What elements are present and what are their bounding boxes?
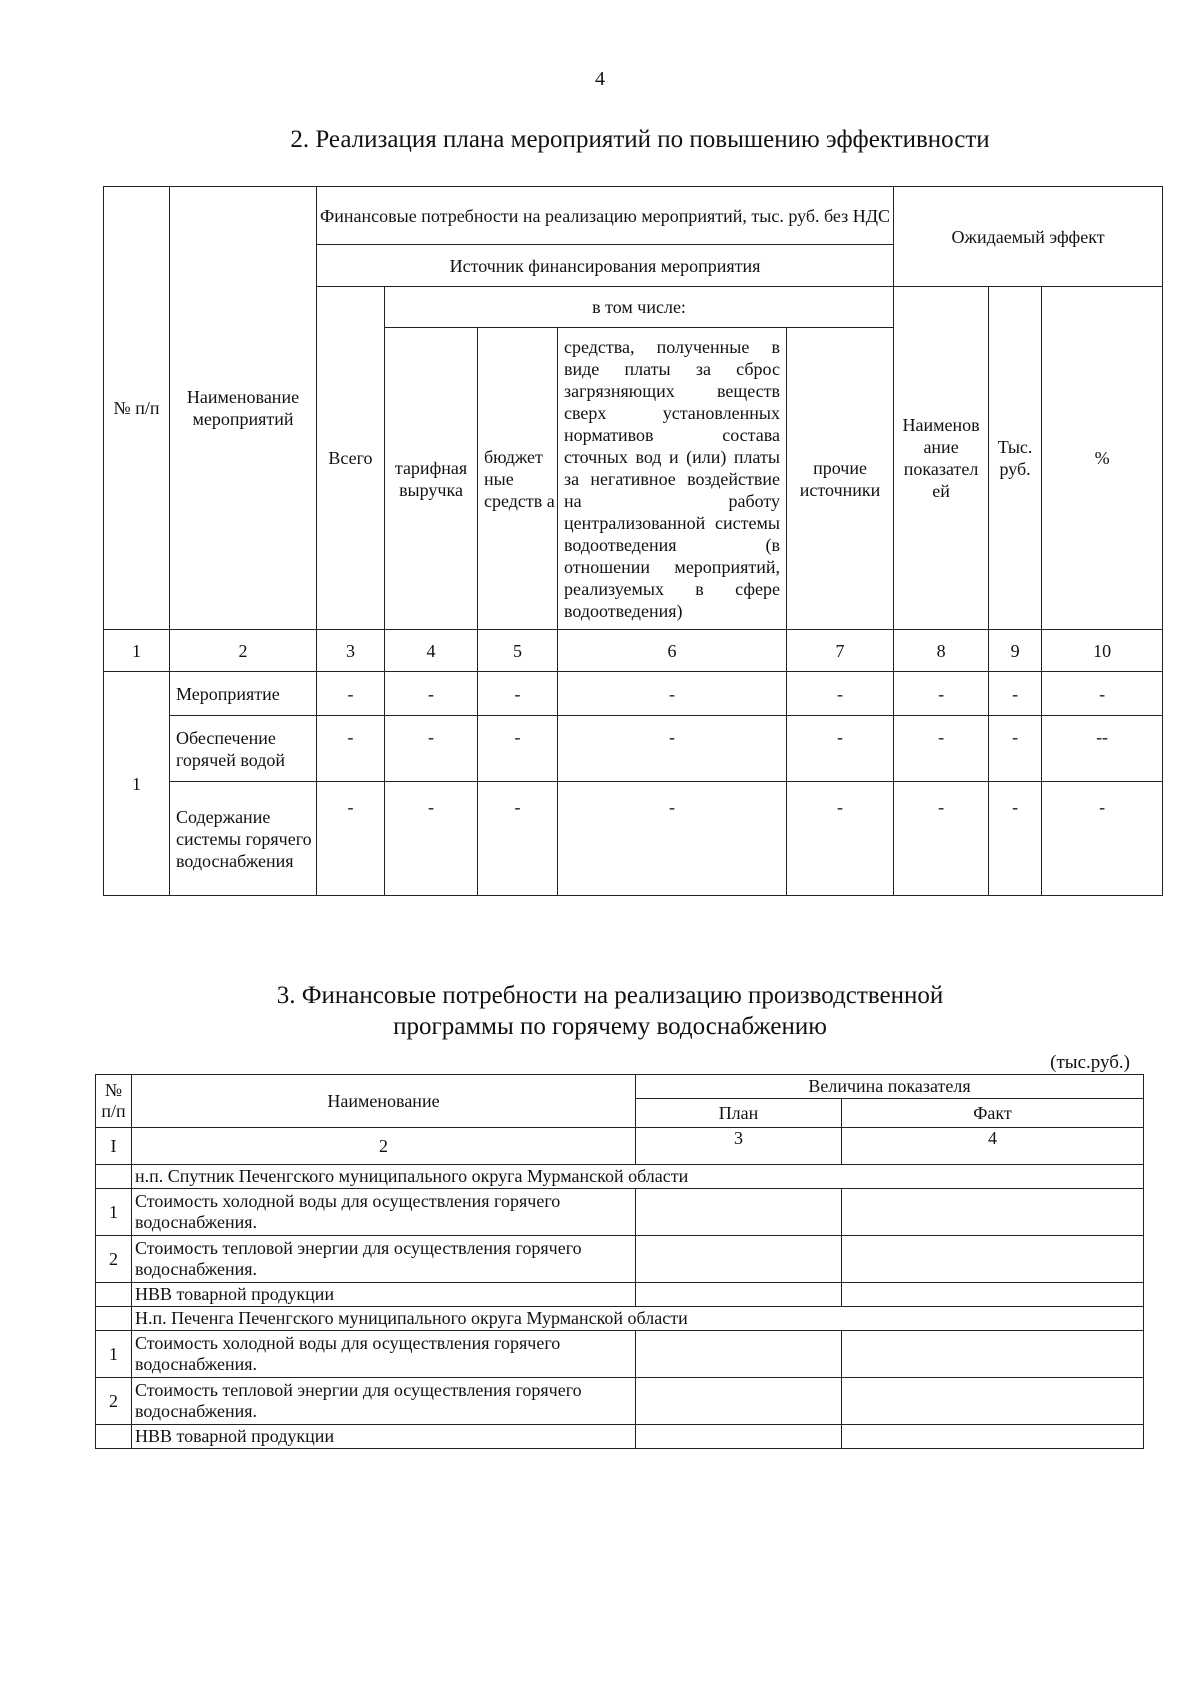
header-num: № п/п <box>96 1075 132 1128</box>
efficiency-plan-table <box>103 186 1163 896</box>
page-number: 4 <box>595 68 605 90</box>
header-fin-needs: Финансовые потребности на реализацию мероприятий, тыс. руб. без НДС <box>317 187 894 245</box>
table-row <box>96 1378 1144 1425</box>
cell-value: -- <box>1042 716 1163 782</box>
section-2-title: 2. Реализация плана мероприятий по повышению эффективности <box>290 126 990 153</box>
header-other-sources: прочие источники <box>787 328 894 630</box>
cell-value: - <box>1042 672 1163 716</box>
cell-value: - <box>558 782 787 896</box>
header-indicator: Наименов ание показател ей <box>894 287 989 630</box>
group-number: 1 <box>104 672 170 896</box>
section-3-title-line-2: программы по горячему водоснабжению <box>393 1013 827 1040</box>
row-name: НВВ товарной продукции <box>132 1283 636 1307</box>
table-row <box>96 1236 1144 1283</box>
header-percent: % <box>1042 287 1163 630</box>
cell-fact <box>842 1425 1144 1449</box>
table-row <box>96 1189 1144 1236</box>
group-num-cell <box>96 1165 132 1189</box>
group-title: Н.п. Печенга Печенгского муниципального округа Мурманской области <box>132 1307 1144 1331</box>
cell-value: - <box>989 782 1042 896</box>
header-including: в том числе: <box>385 287 894 328</box>
cell-value: - <box>894 782 989 896</box>
cell-value: - <box>478 782 558 896</box>
group-title: н.п. Спутник Печенгского муниципального округа Мурманской области <box>132 1165 1144 1189</box>
row-name: Стоимость тепловой энергии для осуществления горячего водоснабжения. <box>132 1236 636 1283</box>
financial-needs-table <box>95 1074 1144 1449</box>
table-row <box>104 672 1163 716</box>
group-row <box>96 1307 1144 1331</box>
header-expected-effect: Ожидаемый эффект <box>894 187 1163 287</box>
cell-fact <box>842 1378 1144 1425</box>
row-name: Стоимость холодной воды для осуществления горячего водоснабжения. <box>132 1331 636 1378</box>
row-name: Содержание системы горячего водоснабжения <box>170 782 317 896</box>
cell-plan <box>636 1331 842 1378</box>
cell-plan <box>636 1378 842 1425</box>
table-row <box>96 1425 1144 1449</box>
column-number: 6 <box>558 630 787 672</box>
header-thousand-rub: Тыс. руб. <box>989 287 1042 630</box>
header-budget: бюджет ные средств а <box>478 328 558 630</box>
table-row <box>104 782 1163 896</box>
column-number: 5 <box>478 630 558 672</box>
column-number: 9 <box>989 630 1042 672</box>
row-number: 1 <box>96 1331 132 1378</box>
cell-value: - <box>787 716 894 782</box>
cell-value: - <box>989 672 1042 716</box>
header-num: № п/п <box>104 187 170 630</box>
cell-value: - <box>787 782 894 896</box>
row-number: 1 <box>96 1189 132 1236</box>
row-number: 2 <box>96 1378 132 1425</box>
row-name: Обеспечение горячей водой <box>170 716 317 782</box>
column-number: I <box>96 1128 132 1165</box>
row-number: 2 <box>96 1236 132 1283</box>
unit-label: (тыс.руб.) <box>1050 1052 1130 1073</box>
header-value: Величина показателя <box>636 1075 1144 1099</box>
header-plan: План <box>636 1099 842 1128</box>
cell-value: - <box>317 672 385 716</box>
table-row <box>96 1331 1144 1378</box>
cell-fact <box>842 1189 1144 1236</box>
cell-value: - <box>478 672 558 716</box>
row-name: Мероприятие <box>170 672 317 716</box>
table-row <box>96 1283 1144 1307</box>
column-number: 4 <box>842 1128 1144 1165</box>
cell-value: - <box>317 782 385 896</box>
cell-fact <box>842 1283 1144 1307</box>
column-number: 1 <box>104 630 170 672</box>
cell-value: - <box>894 716 989 782</box>
cell-value: - <box>478 716 558 782</box>
header-tariff: тарифная выручка <box>385 328 478 630</box>
row-name: Стоимость холодной воды для осуществления горячего водоснабжения. <box>132 1189 636 1236</box>
cell-value: - <box>385 672 478 716</box>
column-number: 3 <box>636 1128 842 1165</box>
column-number: 7 <box>787 630 894 672</box>
cell-value: - <box>385 716 478 782</box>
cell-value: - <box>787 672 894 716</box>
row-number <box>96 1283 132 1307</box>
group-num-cell <box>96 1307 132 1331</box>
group-row <box>96 1165 1144 1189</box>
cell-plan <box>636 1425 842 1449</box>
header-pollution-fees: средства, полученные в виде платы за сброс загрязняющих веществ сверх установленных нормативов состава сточных вод и (или) платы за негативное воздействие на работу централизованной системы водоотведения (в отношении мероприятий, реализуемых в сфере водоотведения) <box>558 328 787 630</box>
header-fact: Факт <box>842 1099 1144 1128</box>
cell-value: - <box>558 716 787 782</box>
cell-value: - <box>385 782 478 896</box>
row-number <box>96 1425 132 1449</box>
cell-value: - <box>894 672 989 716</box>
cell-fact <box>842 1331 1144 1378</box>
cell-plan <box>636 1283 842 1307</box>
column-number: 8 <box>894 630 989 672</box>
row-name: НВВ товарной продукции <box>132 1425 636 1449</box>
section-3-title <box>220 980 1000 1042</box>
cell-fact <box>842 1236 1144 1283</box>
header-name: Наименование <box>132 1075 636 1128</box>
column-number: 2 <box>170 630 317 672</box>
table-row <box>104 716 1163 782</box>
cell-value: - <box>558 672 787 716</box>
cell-value: - <box>317 716 385 782</box>
row-name: Стоимость тепловой энергии для осуществления горячего водоснабжения. <box>132 1378 636 1425</box>
header-name: Наименование мероприятий <box>170 187 317 630</box>
cell-value: - <box>1042 782 1163 896</box>
cell-plan <box>636 1236 842 1283</box>
header-source: Источник финансирования мероприятия <box>317 245 894 287</box>
column-number: 4 <box>385 630 478 672</box>
cell-value: - <box>989 716 1042 782</box>
header-total: Всего <box>317 287 385 630</box>
section-3-title-line-1: 3. Финансовые потребности на реализацию производственной <box>276 982 944 1009</box>
cell-plan <box>636 1189 842 1236</box>
column-number: 3 <box>317 630 385 672</box>
column-number: 10 <box>1042 630 1163 672</box>
column-number: 2 <box>132 1128 636 1165</box>
